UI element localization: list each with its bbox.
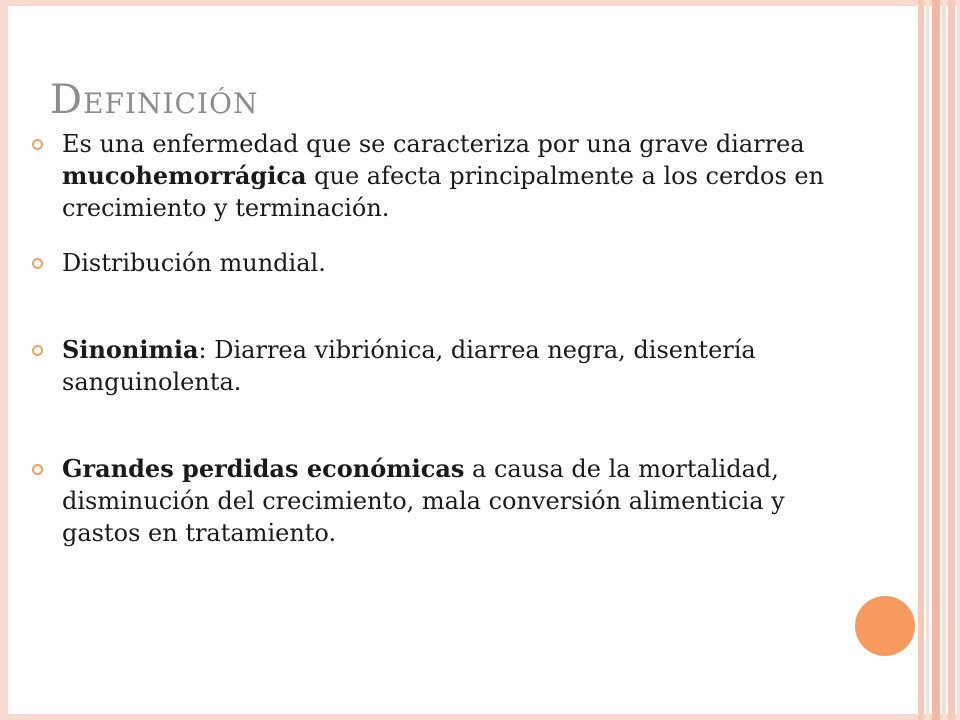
bullet-text: Es una enfermedad que se caracteriza por una grave diarrea bbox=[62, 130, 805, 158]
bullet-bold-text: Sinonimia bbox=[62, 335, 199, 364]
bullet-synonyms bbox=[32, 334, 862, 398]
bullet-distribution bbox=[32, 247, 862, 279]
ring-bullet-icon bbox=[32, 258, 43, 269]
frame-left bbox=[0, 0, 8, 720]
bullet-list bbox=[32, 128, 862, 549]
frame-top bbox=[0, 0, 960, 6]
ring-bullet-icon bbox=[32, 139, 43, 150]
ring-bullet-icon bbox=[32, 345, 43, 356]
orange-circle-icon bbox=[855, 596, 915, 656]
decorative-stripes bbox=[918, 0, 960, 720]
bullet-text: : Diarrea vibriónica, diarrea negra, disentería sanguinolenta. bbox=[62, 336, 756, 396]
bullet-economic-losses bbox=[32, 453, 862, 549]
bullet-definition bbox=[32, 128, 862, 224]
slide-title: Definición bbox=[50, 76, 259, 123]
bullet-text: que afecta principalmente a los cerdos en crecimiento y terminación. bbox=[62, 162, 825, 222]
frame-bottom bbox=[0, 714, 960, 720]
bullet-bold-text: mucohemorrágica bbox=[62, 161, 307, 190]
bullet-text: a causa de la mortalidad, disminución del crecimiento, mala conversión alimenticia y gastos en tratamiento. bbox=[62, 455, 785, 547]
bullet-text: Distribución mundial. bbox=[62, 249, 326, 277]
bullet-bold-text: Grandes perdidas económicas bbox=[62, 454, 465, 483]
ring-bullet-icon bbox=[32, 464, 43, 475]
